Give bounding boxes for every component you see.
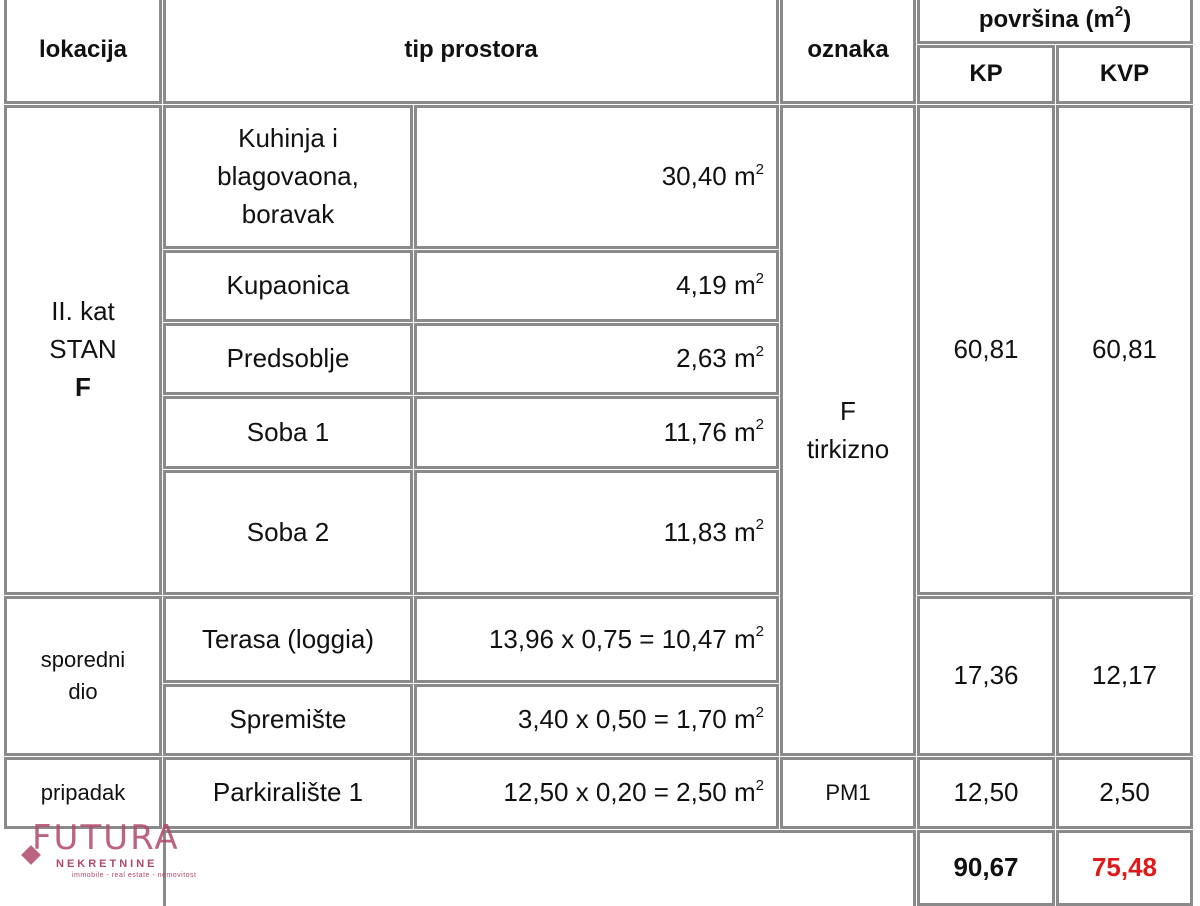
location-sporedni-text: sporedni dio — [40, 647, 126, 704]
stan-kp: 60,81 — [917, 105, 1055, 595]
pripadak-kvp: 2,50 — [1056, 757, 1193, 829]
logo-tagline: immobile - real estate - nemovitost — [72, 872, 197, 879]
header-oznaka — [780, 0, 916, 104]
header-kvp — [1056, 45, 1193, 104]
header-lokacija — [4, 0, 162, 104]
header-lokacija-label: lokacija — [38, 35, 128, 63]
room-name: Parkiralište 1 — [163, 757, 413, 829]
stan-kvp: 60,81 — [1056, 105, 1193, 595]
room-name: Spremište — [163, 684, 413, 756]
pripadak-kp: 12,50 — [917, 757, 1055, 829]
location-stan-text: II. kat STAN F — [49, 296, 117, 402]
sporedni-kvp: 12,17 — [1056, 596, 1193, 756]
location-pripadak: pripadak — [4, 757, 162, 829]
total-kp: 90,67 — [917, 830, 1055, 906]
room-name: Soba 1 — [163, 396, 413, 469]
room-area: 3,40 x 0,50 = 1,70 $m^2$ — [414, 684, 779, 756]
room-name: Kupaonica — [163, 250, 413, 322]
room-area: 11,76 $m^2$ — [414, 396, 779, 469]
header-tip-prostora-label: tip prostora — [404, 35, 538, 63]
logo-sub-text: NEKRETNINE — [56, 858, 158, 870]
room-name: Kuhinja i blagovaona, boravak — [163, 105, 413, 249]
room-name: Predsoblje — [163, 323, 413, 395]
room-area: 2,63 $m^2$ — [414, 323, 779, 395]
room-area: 13,96 x 0,75 = 10,47 $m^2$ — [414, 596, 779, 683]
oznaka-pripadak: PM1 — [780, 757, 916, 829]
header-kp — [917, 45, 1055, 104]
header-kvp-label: KVP — [1099, 60, 1150, 88]
header-povrsina-label: površina $(m^2)$ — [978, 2, 1132, 33]
room-area: 4,19 $m^2$ — [414, 250, 779, 322]
totals-label-area — [163, 830, 916, 906]
futura-logo — [24, 818, 214, 878]
location-sporedni — [4, 596, 162, 756]
header-oznaka-label: oznaka — [807, 35, 889, 63]
room-name: Soba 2 — [163, 470, 413, 595]
header-povrsina — [917, 0, 1193, 44]
room-area: 12,50 x 0,20 = 2,50 $m^2$ — [414, 757, 779, 829]
location-stan — [4, 105, 162, 595]
sporedni-kp: 17,36 — [917, 596, 1055, 756]
header-tip-prostora — [163, 0, 779, 104]
room-area: 30,40 $m^2$ — [414, 105, 779, 249]
total-kvp: 75,48 — [1056, 830, 1193, 906]
oznaka-stan-text: F tirkizno — [806, 395, 890, 464]
oznaka-stan — [780, 105, 916, 756]
logo-main-text: FUTURA — [32, 818, 180, 858]
room-name: Terasa (loggia) — [163, 596, 413, 683]
header-kp-label: KP — [969, 60, 1003, 88]
room-area: 11,83 $m^2$ — [414, 470, 779, 595]
